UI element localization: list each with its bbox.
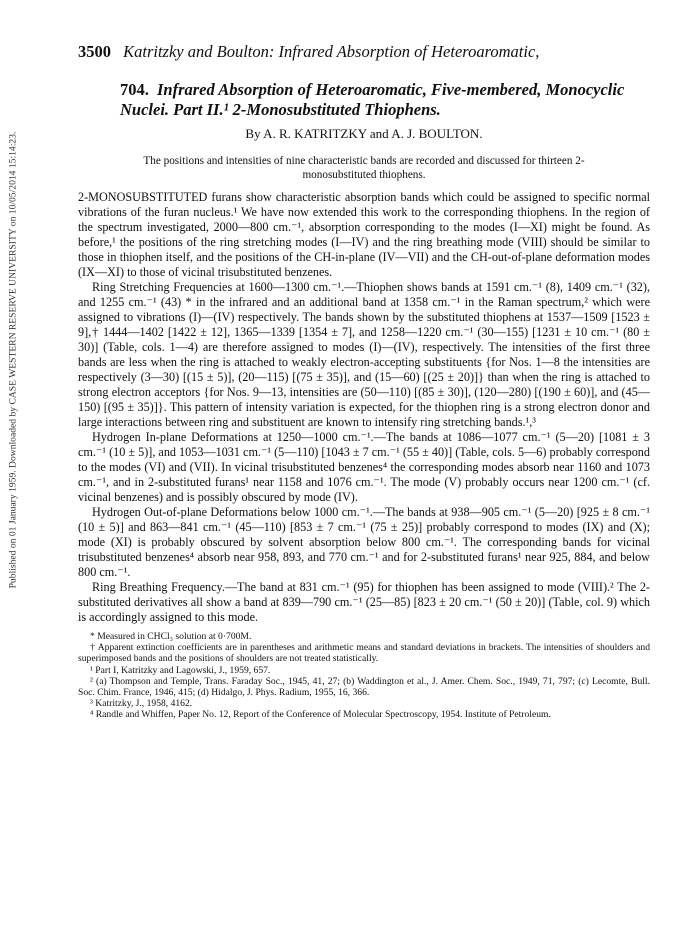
footnote: ⁴ Randle and Whiffen, Paper No. 12, Report of the Conference of Molecular Spectroscopy, 1954. Institute of Petroleum. xyxy=(90,709,551,721)
footnote: † Apparent extinction coefficients are in parentheses and arithmetic means and standard deviations in brackets. The intensities of shoulders and superimposed bands and the positions of shoulders are not treated statistically. xyxy=(78,642,650,665)
abstract: The positions and intensities of nine characteristic bands are recorded and discussed for thirteen 2-monosubstituted thiophens. xyxy=(143,155,585,181)
body-text xyxy=(78,190,650,625)
article-number: 704. xyxy=(120,80,149,99)
paragraph-ring-stretching: Ring Stretching Frequencies at 1600—1300 cm.⁻¹.—Thiophen shows bands at 1591 cm.⁻¹ (8), 1409 cm.⁻¹ (32), and 1255 cm.⁻¹ (43) * in the infrared and an additional band at 1358 cm.⁻¹ in the Raman spectrum,² which were assigned to vibrations (I)—(IV) respectively. The bands shown by the substituted thiophens at 1537—1509 [1523 ± 9],† 1444—1402 [1422 ± 12], 1365—1339 [1354 ± 7], and 1258—1220 cm.⁻¹ (30—155) [1231 ± 10 cm.⁻¹ (80 ± 30)] (Table, cols. 1—4) are therefore assigned to modes (I)—(IV), respectively. The intensities of the first three bands are less when the ring is attached to weakly electron-accepting substituents {for Nos. 1—8 the intensities are respectively (3—30) [(15 ± 5)], (20—115) [(75 ± 35)], and (15—60) [(25 ± 20)]} than when the ring is attached to strong electron acceptors {for Nos. 9—13, intensities are (50—110) [(85 ± 30)], (120—280) [(190 ± 60)], and (45—150) [(95 ± 35)]}. This pattern of intensity variation is expected, for the thiophen ring is a strong electron donor and large interactions between ring and substituent are known to intensify ring stretching bands.¹,³ xyxy=(78,280,650,429)
footnote: ¹ Part I, Katritzky and Lagowski, J., 1959, 657. xyxy=(90,664,271,676)
footnote: ² (a) Thompson and Temple, Trans. Faraday Soc., 1945, 41, 27; (b) Waddington et al., J. Amer. Chem. Soc., 1949, 71, 797; (c) Lecomte, Bull. Soc. Chim. France, 1946, 415; (d) Hidalgo, J. Phys. Radium, 1955, 16, 366. xyxy=(78,675,650,699)
paragraph-intro: 2-MONOSUBSTITUTED furans show characteristic absorption bands which could be assigned to specific normal vibrations of the furan nucleus.¹ We have now extended this work to the corresponding thiophens. In the region of the spectrum investigated, 2000—800 cm.⁻¹, absorption corresponding to the modes (I—XI) might be found. As before,¹ the positions of the ring stretching modes (I—IV) and the ring breathing mode (VIII) should be similar to those in thiophen itself, and the positions of the CH-in-plane (IV—VII) and the CH-out-of-plane deformation modes (IX—XI) to those of vicinal trisubstituted benzenes. xyxy=(78,190,650,279)
article-title xyxy=(120,80,650,120)
paragraph-ring-breathing: Ring Breathing Frequency.—The band at 831 cm.⁻¹ (95) for thiophen has been assigned to mode (VIII).² The 2-substituted derivatives all show a band at 839—790 cm.⁻¹ (25—85) [823 ± 20 cm.⁻¹ (50 ± 20)] (Table, col. 9) which is accordingly assigned to this mode. xyxy=(78,580,650,624)
paragraph-in-plane: Hydrogen In-plane Deformations at 1250—1000 cm.⁻¹.—The bands at 1086—1077 cm.⁻¹ (5—20) [1081 ± 3 cm.⁻¹ (10 ± 5)], and 1053—1031 cm.⁻¹ (5—110) [1043 ± 7 cm.⁻¹ (55 ± 40)] (Table, cols. 5—6) probably correspond to the modes (VI) and (VII). In vicinal trisubstituted benzenes⁴ the corresponding modes absorb near 1160 and 1073 cm.⁻¹, and in 2-substituted furans¹ near 1158 and 1076 cm.⁻¹. The mode (V) probably occurs near 1200 cm.⁻¹ (cf. vicinal benzenes) and is possibly obscured by mode (IV). xyxy=(78,430,650,504)
byline: By A. R. KATRITZKY and A. J. BOULTON. xyxy=(245,126,483,141)
running-title: Katritzky and Boulton: Infrared Absorption of Heteroaromatic, xyxy=(123,42,540,61)
download-sidebar xyxy=(4,100,22,620)
page-number: 3500 xyxy=(78,42,111,61)
download-notice: Published on 01 January 1959. Downloaded by CASE WESTERN RESERVE UNIVERSITY on 10/05/2014 15:14:23. xyxy=(7,131,19,589)
footnotes xyxy=(78,631,650,721)
paragraph-out-of-plane: Hydrogen Out-of-plane Deformations below 1000 cm.⁻¹.—The bands at 938—905 cm.⁻¹ (5—20) [925 ± 8 cm.⁻¹ (10 ± 5)] and 863—841 cm.⁻¹ (45—110) [853 ± 7 cm.⁻¹ (75 ± 25)] probably correspond to modes (IX) and (X); mode (XI) is probably obscured by solvent absorption below 800 cm.⁻¹. The corresponding bands for vicinal trisubstituted benzenes⁴ absorb near 958, 893, and 770 cm.⁻¹ and for 2-substituted furans¹ near 925, 884, and below 800 cm.⁻¹. xyxy=(78,505,650,579)
page-content xyxy=(78,80,650,721)
footnote: * Measured in CHCl₃ solution at 0·700M. xyxy=(90,631,252,642)
article-title-text: Infrared Absorption of Heteroaromatic, Five-membered, Monocyclic Nuclei. Part II.¹ 2-Monosubstituted Thiophens. xyxy=(120,80,625,119)
running-head xyxy=(78,42,638,62)
footnote: ³ Katritzky, J., 1958, 4162. xyxy=(90,698,193,710)
